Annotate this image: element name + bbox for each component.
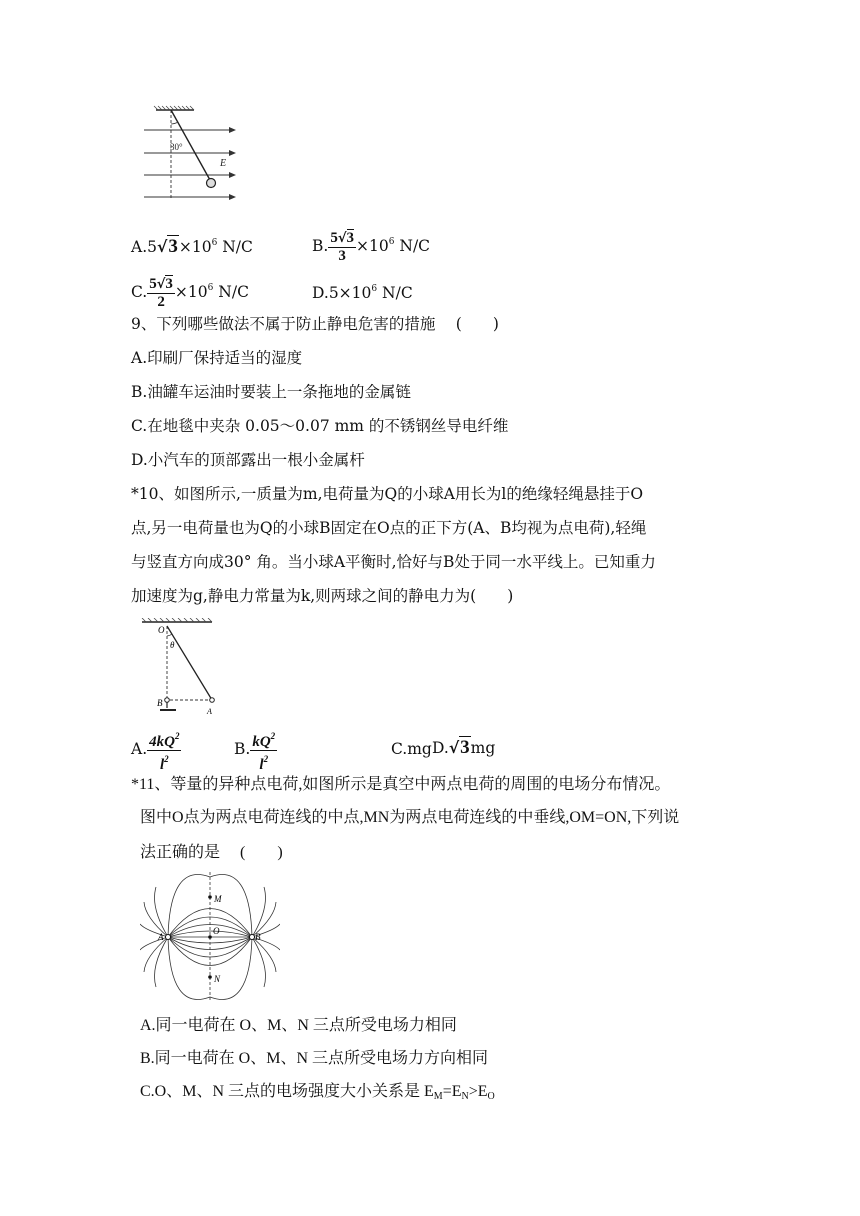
q10-line-4: 加速度为g,静电力常量为k,则两球之间的静电力为( ) xyxy=(131,587,514,605)
q8-option-a[interactable]: $A.5√3\times 10^6$ N/C xyxy=(131,236,253,257)
q10-option-b[interactable]: B. $\frac{kQ^2}{l^2}$ xyxy=(234,727,277,771)
q10-figure xyxy=(140,618,230,716)
q9-option-d[interactable]: D.小汽车的顶部露出一根小金属杆 xyxy=(131,451,365,469)
angle-label: 30° xyxy=(170,142,183,152)
b-label: B xyxy=(157,698,163,708)
q8-option-c[interactable]: C. $\frac{5√3}{2}$ $\times 10^6$ N/C xyxy=(131,276,249,310)
q8-figure xyxy=(140,104,240,200)
q8-option-d[interactable]: $D.5\times 10^6$ N/C xyxy=(312,284,413,302)
q10-line-2: 点,另一电荷量也为Q的小球B固定在O点的正下方(A、B均视为点电荷),轻绳 xyxy=(131,519,647,537)
q11-line-1: *11、等量的异种点电荷,如图所示是真空中两点电荷的周围的电场分布情况。 xyxy=(131,776,671,793)
q10-option-c[interactable]: C.mg xyxy=(391,740,432,758)
q9-stem: 9、下列哪些做法不属于防止静电危害的措施 ( ) xyxy=(131,315,499,333)
q10-line-3: 与竖直方向成30° 角。当小球A平衡时,恰好与B处于同一水平线上。已知重力 xyxy=(131,553,656,571)
q9-option-c[interactable]: C.在地毯中夹杂 0.05～0.07 mm 的不锈钢丝导电纤维 xyxy=(131,417,509,435)
q9-option-a[interactable]: A.印刷厂保持适当的湿度 xyxy=(131,349,303,367)
o-label: O xyxy=(158,625,165,635)
q11-option-b[interactable]: B.同一电荷在 O、M、N 三点所受电场力方向相同 xyxy=(140,1050,489,1067)
q11-figure xyxy=(140,872,280,1002)
q11-option-c[interactable]: C.O、M、N 三点的电场强度大小关系是 $E_M=E_N>E_O$ xyxy=(140,1083,495,1102)
q10-line-1: *10、如图所示,一质量为m,电荷量为Q的小球A用长为l的绝缘轻绳悬挂于O xyxy=(131,485,644,503)
o-label: O xyxy=(213,926,220,936)
n-label: N xyxy=(214,974,221,984)
q11-line-3: 法正确的是 ( ) xyxy=(140,844,283,861)
b-charge-label: B xyxy=(255,932,261,942)
a-label: A xyxy=(207,707,212,716)
q8-option-b[interactable]: B. $\frac{5√3}{3}$ $\times 10^6$ N/C xyxy=(312,230,431,264)
field-label: E xyxy=(220,158,227,169)
q11-line-2: 图中O点为两点电荷连线的中点,MN为两点电荷连线的中垂线,OM=ON,下列说 xyxy=(140,809,680,826)
q10-option-d[interactable]: D.√3mg xyxy=(432,737,496,758)
q10-option-a[interactable]: A. $\frac{4kQ^2}{l^2}$ xyxy=(131,727,181,771)
q9-option-b[interactable]: B.油罐车运油时要装上一条拖地的金属链 xyxy=(131,383,411,401)
theta-label: θ xyxy=(170,640,175,650)
a-charge-label: A xyxy=(158,932,164,942)
m-label: M xyxy=(214,894,222,904)
q11-option-a[interactable]: A.同一电荷在 O、M、N 三点所受电场力相同 xyxy=(140,1017,457,1034)
